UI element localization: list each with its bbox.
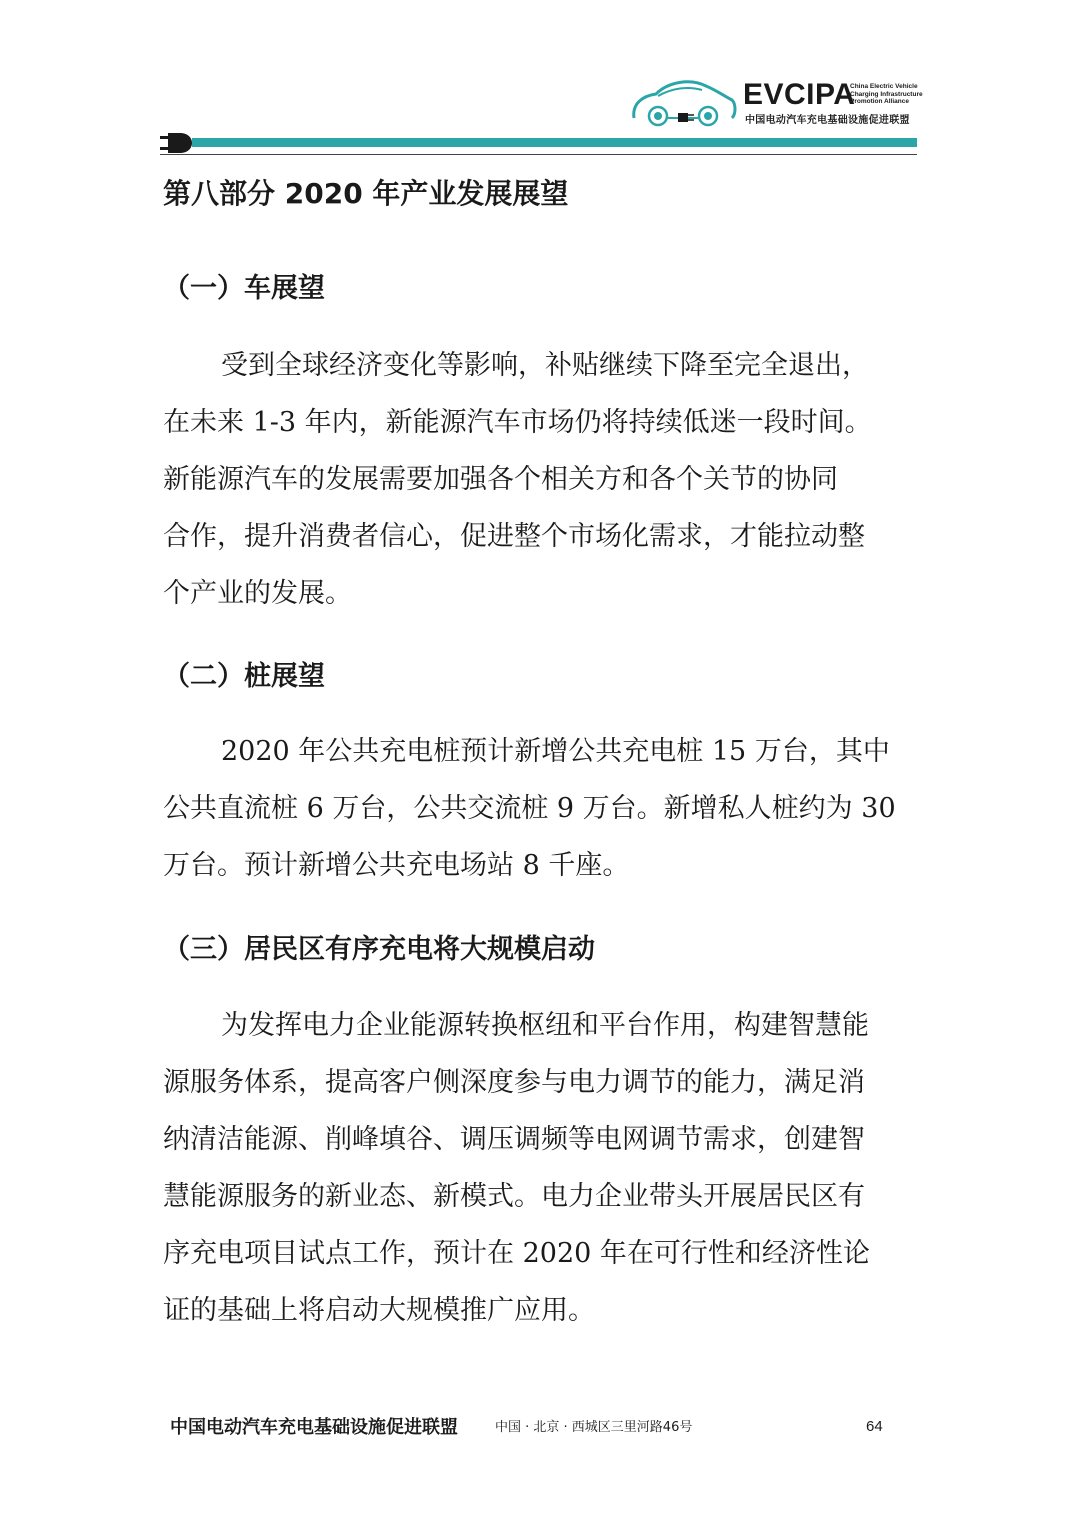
paragraph-line: 为发挥电力企业能源转换枢纽和平台作用，构建智慧能 [221,1010,869,1041]
paragraph-line: 2020 年公共充电桩预计新增公共充电桩 15 万台，其中 [221,736,890,767]
plug-icon [160,130,196,156]
footer-organization: 中国电动汽车充电基础设施促进联盟 [170,1417,458,1438]
paragraph-residential-charging [163,997,918,1339]
logo-chinese-name: 中国电动汽车充电基础设施促进联盟 [745,115,910,126]
logo-english-name: China Electric Vehicle Charging Infrastructure Promotion Alliance [850,83,923,105]
paragraph-line: 在未来 1-3 年内，新能源汽车市场仍将持续低迷一段时间。 [163,407,872,438]
car-logo-icon [628,74,738,132]
paragraph-line: 纳清洁能源、削峰填谷、调压调频等电网调节需求，创建智 [163,1124,865,1155]
paragraph-line: 证的基础上将启动大规模推广应用。 [163,1295,595,1326]
paragraph-line: 序充电项目试点工作，预计在 2020 年在可行性和经济性论 [163,1238,870,1269]
paragraph-line: 慧能源服务的新业态、新模式。电力企业带头开展居民区有 [163,1181,865,1212]
heading-charger-outlook: （二）桩展望 [163,661,325,692]
heading-vehicle-outlook: （一）车展望 [163,273,325,304]
paragraph-line: 新能源汽车的发展需要加强各个相关方和各个关节的协同 [163,464,838,495]
paragraph-line: 合作，提升消费者信心，促进整个市场化需求，才能拉动整 [163,521,865,552]
paragraph-line: 公共直流桩 6 万台，公共交流桩 9 万台。新增私人桩约为 30 [163,793,896,824]
paragraph-line: 个产业的发展。 [163,578,352,609]
paragraph-line: 万台。预计新增公共充电场站 8 千座。 [163,850,630,881]
header-divider [160,154,917,155]
paragraph-vehicle-outlook [163,337,918,622]
heading-residential-charging: （三）居民区有序充电将大规模启动 [163,934,595,965]
paragraph-charger-outlook [163,723,918,894]
header-accent-bar [192,138,917,147]
paragraph-line: 受到全球经济变化等影响，补贴继续下降至完全退出， [221,350,869,381]
footer-address: 中国 · 北京 · 西城区三里河路46号 [495,1420,693,1435]
logo-abbreviation: EVCIPA [743,78,856,111]
section-title: 第八部分 2020 年产业发展展望 [163,177,569,210]
page-number: 64 [866,1418,883,1435]
paragraph-line: 源服务体系，提高客户侧深度参与电力调节的能力，满足消 [163,1067,865,1098]
